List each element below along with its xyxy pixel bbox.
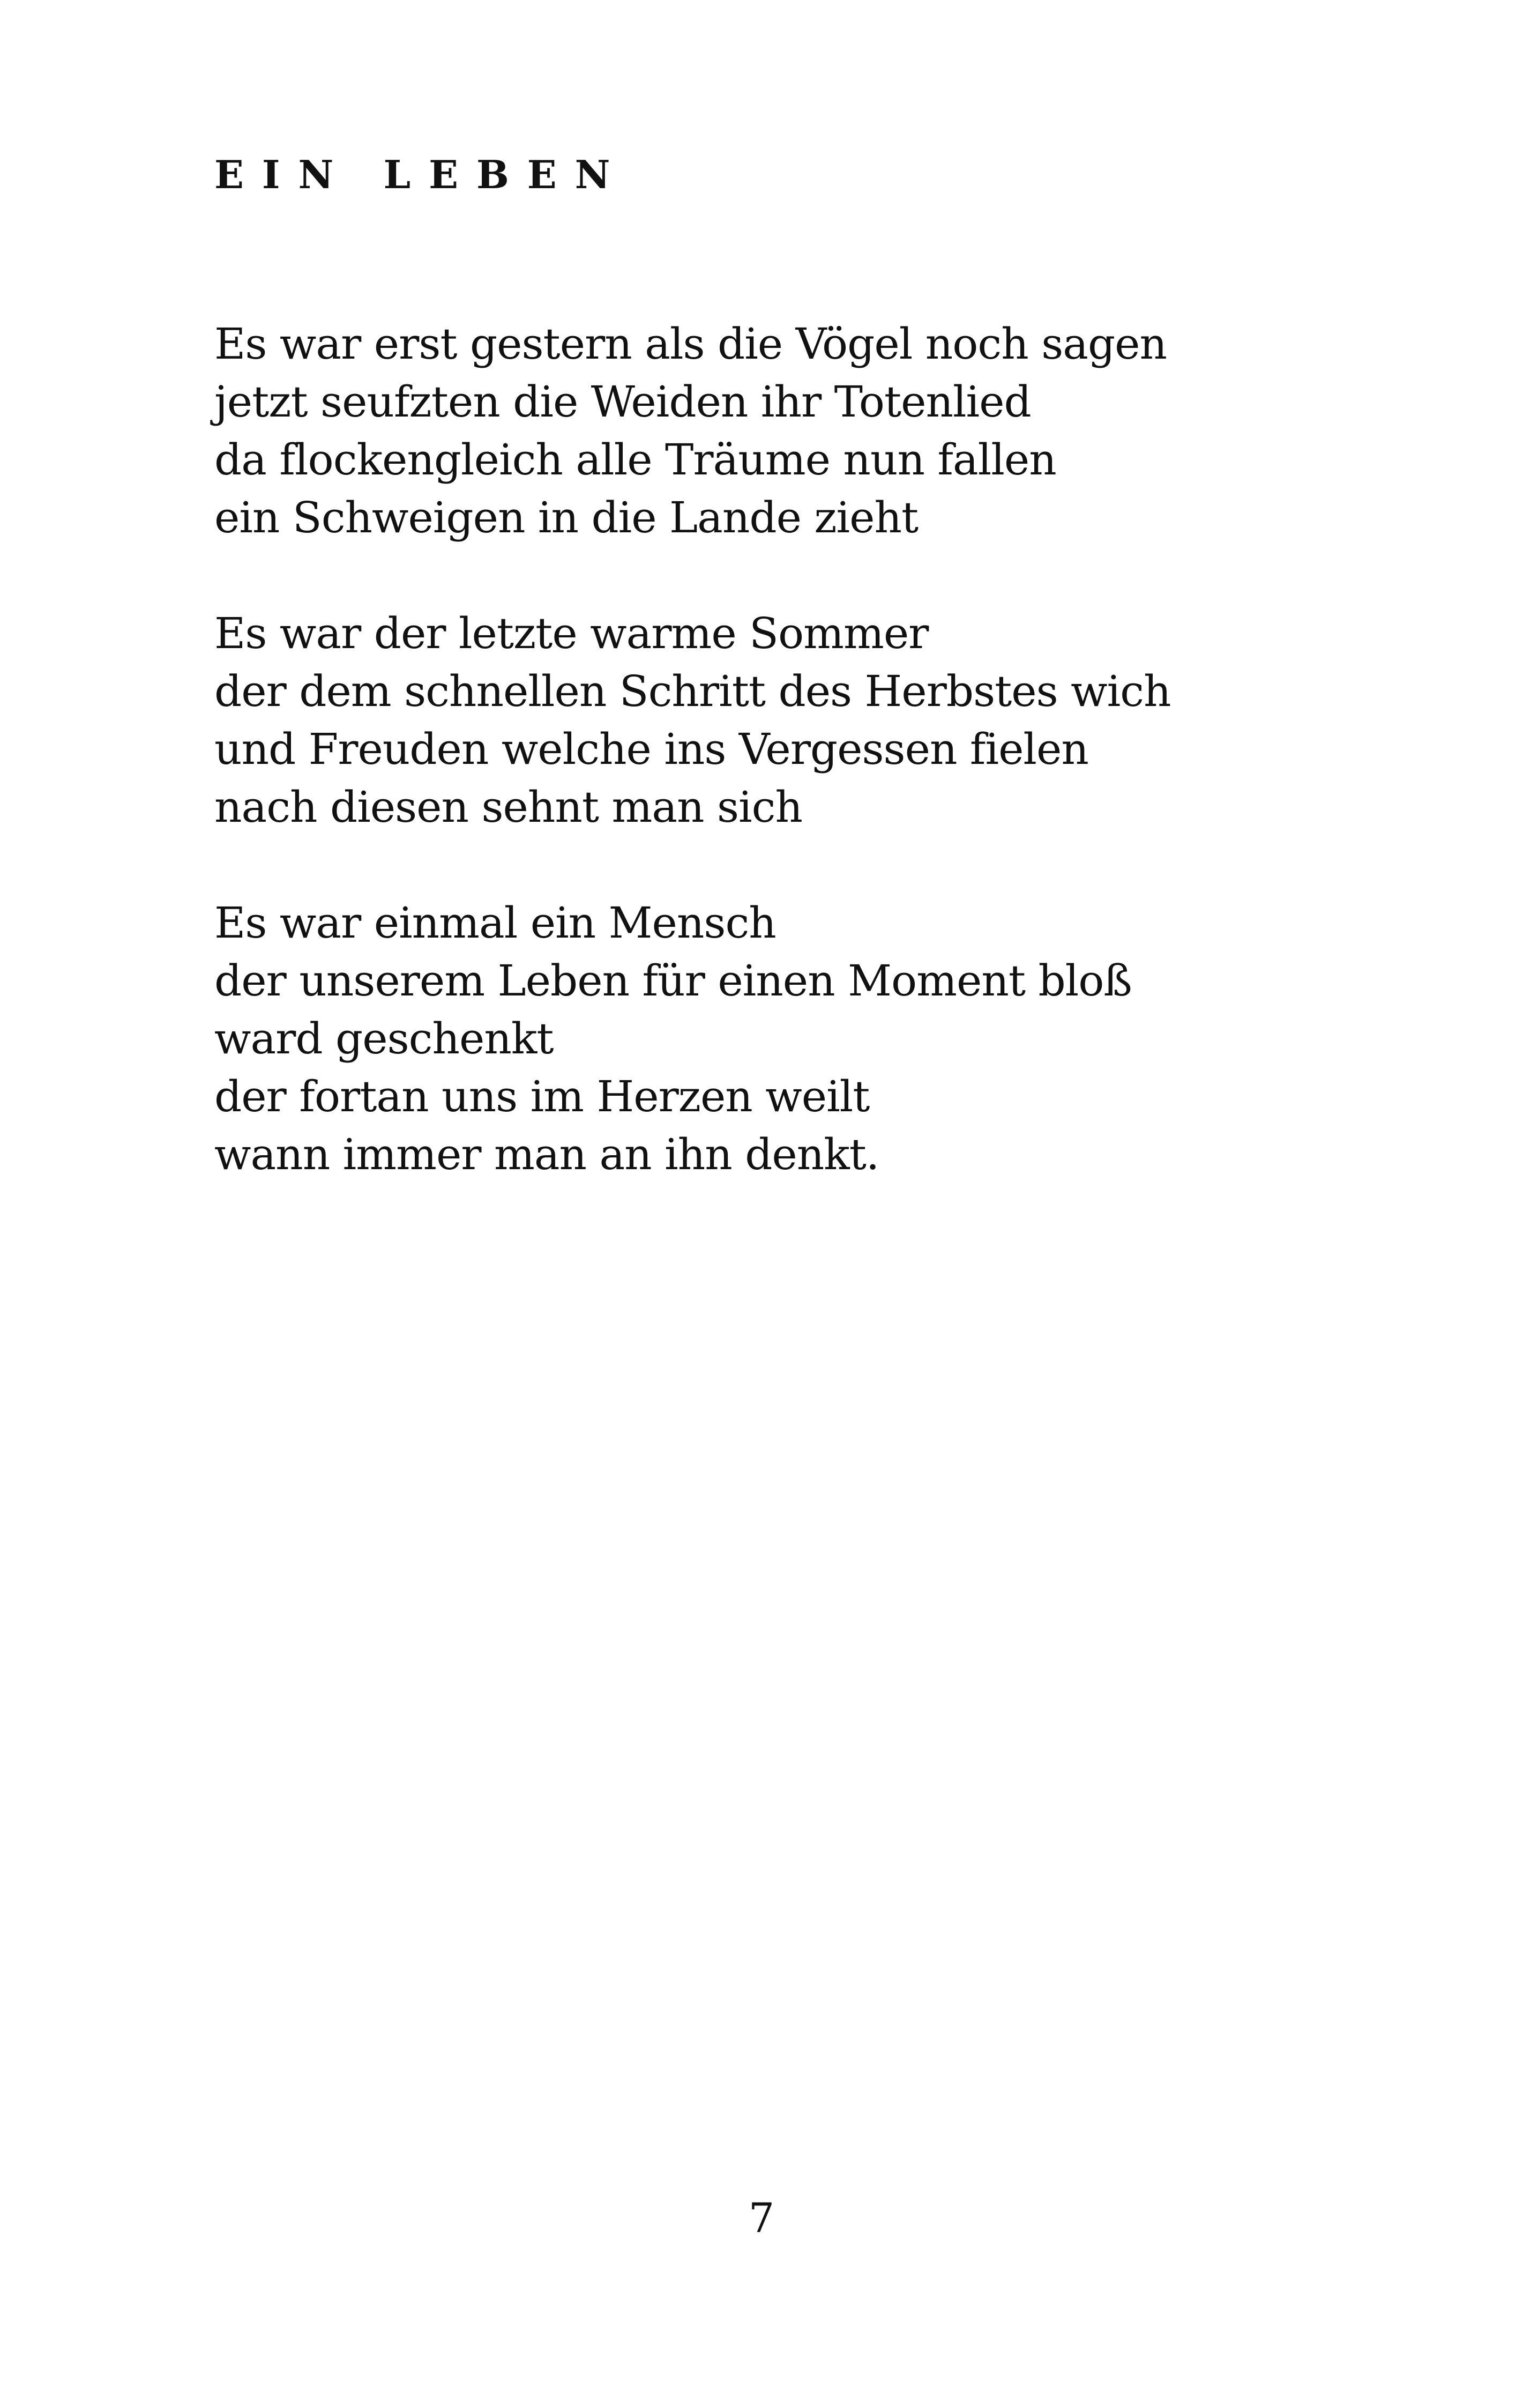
poem-line: Es war der letzte warme Sommer [214,608,929,658]
poem-line: Es war erst gestern als die Vögel noch sagen [214,319,1167,369]
poem-line: jetzt seufzten die Weiden ihr Totenlied [214,377,1031,427]
poem-line: Es war einmal ein Mensch [214,898,776,948]
poem-line: ward geschenkt [214,1014,554,1064]
poem-title: EIN LEBEN [214,152,629,197]
stanza-1 [214,315,1340,547]
poem-line: da flockengleich alle Träume nun fallen [214,435,1056,485]
poem-line: der fortan uns im Herzen weilt [214,1072,870,1121]
poem-body [214,315,1340,1242]
page-number: 7 [748,2194,775,2242]
poem-line: wann immer man an ihn denkt. [214,1129,879,1179]
stanza-2 [214,605,1340,836]
poem-line: nach diesen sehnt man sich [214,782,802,832]
poem-line: der unserem Leben für einen Moment bloß [214,956,1132,1006]
poem-line: ein Schweigen in die Lande zieht [214,493,919,542]
poem-line: der dem schnellen Schritt des Herbstes wich [214,666,1171,716]
stanza-3 [214,894,1340,1184]
poem-line: und Freuden welche ins Vergessen fielen [214,724,1088,774]
